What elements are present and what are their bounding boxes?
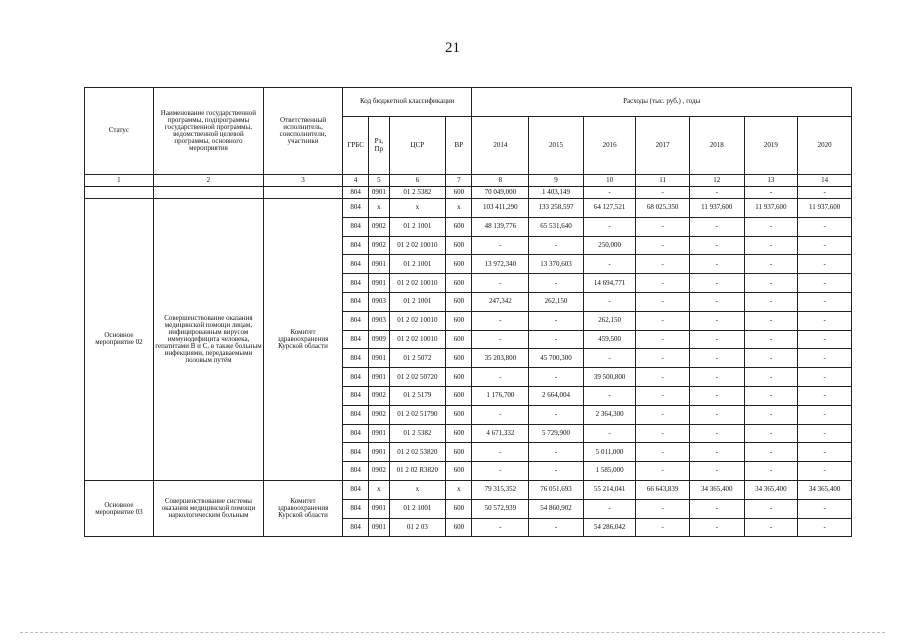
expense-value-cell: - xyxy=(583,187,636,199)
expense-value-cell: - xyxy=(529,330,584,349)
expense-value-cell: - xyxy=(529,311,584,330)
expense-value-cell: - xyxy=(636,349,690,368)
expense-value-cell: - xyxy=(529,274,584,293)
expense-value-cell: - xyxy=(798,443,852,462)
vr-cell: 600 xyxy=(446,424,472,443)
expense-value-cell: - xyxy=(636,330,690,349)
grbs-cell: 804 xyxy=(342,311,368,330)
column-number: 9 xyxy=(529,175,584,187)
expense-value-cell: 11 937,600 xyxy=(744,199,798,218)
expense-value-cell: - xyxy=(744,330,798,349)
expense-value-cell: 1 176,700 xyxy=(472,386,529,405)
expense-value-cell: - xyxy=(798,518,852,537)
expense-value-cell: 13 370,603 xyxy=(529,255,584,274)
grbs-cell: 804 xyxy=(342,217,368,236)
expense-value-cell: - xyxy=(472,443,529,462)
expense-value-cell: - xyxy=(744,443,798,462)
expense-value-cell: - xyxy=(744,518,798,537)
status-cell: Основное мероприятие 03 xyxy=(85,480,154,536)
csr-cell: 01 2 02 10010 xyxy=(389,330,446,349)
grbs-cell: 804 xyxy=(342,518,368,537)
header-year: 2014 xyxy=(472,117,529,175)
vr-cell: 600 xyxy=(446,349,472,368)
rzpr-cell: 0902 xyxy=(369,386,389,405)
expense-value-cell: - xyxy=(636,187,690,199)
expense-value-cell: - xyxy=(798,499,852,518)
expense-value-cell: - xyxy=(798,187,852,199)
expense-value-cell: - xyxy=(744,499,798,518)
expense-value-cell: - xyxy=(689,255,744,274)
expense-value-cell: - xyxy=(636,443,690,462)
grbs-cell: 804 xyxy=(342,405,368,424)
expense-value-cell: - xyxy=(529,462,584,481)
expense-value-cell: 103 411,290 xyxy=(472,199,529,218)
grbs-cell: 804 xyxy=(342,187,368,199)
column-number: 7 xyxy=(446,175,472,187)
vr-cell: 600 xyxy=(446,255,472,274)
vr-cell: 600 xyxy=(446,330,472,349)
expense-value-cell: 5 011,000 xyxy=(583,443,636,462)
expense-value-cell: - xyxy=(636,518,690,537)
expense-value-cell: - xyxy=(472,462,529,481)
expense-value-cell: - xyxy=(798,424,852,443)
column-number: 10 xyxy=(583,175,636,187)
expense-value-cell: 11 937,600 xyxy=(689,199,744,218)
expense-value-cell: 76 051,693 xyxy=(529,480,584,499)
column-number: 5 xyxy=(369,175,389,187)
column-number: 14 xyxy=(798,175,852,187)
expense-value-cell: 133 258,597 xyxy=(529,199,584,218)
expense-value-cell: - xyxy=(744,405,798,424)
column-number: 1 xyxy=(85,175,154,187)
rzpr-cell: 0901 xyxy=(369,518,389,537)
rzpr-cell: 0901 xyxy=(369,499,389,518)
csr-cell: 01 2 1001 xyxy=(389,499,446,518)
csr-cell: 01 2 02 10010 xyxy=(389,236,446,255)
rzpr-cell: 0901 xyxy=(369,274,389,293)
expense-value-cell: - xyxy=(636,368,690,387)
expense-value-cell: - xyxy=(798,236,852,255)
header-expense-group: Расходы (тыс. руб.) , годы xyxy=(472,88,852,117)
expense-value-cell: - xyxy=(689,292,744,311)
expense-value-cell: - xyxy=(583,349,636,368)
csr-cell: 01 2 5382 xyxy=(389,187,446,199)
expense-value-cell: - xyxy=(798,330,852,349)
csr-cell: 01 2 02 10010 xyxy=(389,311,446,330)
header-year: 2018 xyxy=(689,117,744,175)
csr-cell: 01 2 5179 xyxy=(389,386,446,405)
expense-value-cell: - xyxy=(636,462,690,481)
expense-value-cell: 70 049,000 xyxy=(472,187,529,199)
expense-value-cell: 65 531,640 xyxy=(529,217,584,236)
grbs-cell: 804 xyxy=(342,199,368,218)
expense-value-cell: - xyxy=(798,386,852,405)
rzpr-cell: 0902 xyxy=(369,462,389,481)
expense-value-cell: - xyxy=(529,368,584,387)
expense-value-cell: - xyxy=(636,292,690,311)
expense-value-cell: 34 365,400 xyxy=(689,480,744,499)
grbs-cell: 804 xyxy=(342,236,368,255)
header-responsible: Ответственный исполнитель, соисполнители, участники xyxy=(264,88,343,175)
expense-value-cell: - xyxy=(798,349,852,368)
expense-value-cell: 250,000 xyxy=(583,236,636,255)
header-name: Наименование государственной программы, подпрограммы государственной программы, ведомственной целевой программы, основного мероприятия xyxy=(153,88,263,175)
expense-value-cell: - xyxy=(689,311,744,330)
expense-value-cell: - xyxy=(689,462,744,481)
column-number: 11 xyxy=(636,175,690,187)
grbs-cell: 804 xyxy=(342,424,368,443)
expense-value-cell: - xyxy=(689,405,744,424)
header-grbs: ГРБС xyxy=(342,117,368,175)
column-number: 12 xyxy=(689,175,744,187)
expense-value-cell: - xyxy=(472,405,529,424)
expense-value-cell: 247,342 xyxy=(472,292,529,311)
expense-value-cell: - xyxy=(689,499,744,518)
expense-value-cell: 48 139,776 xyxy=(472,217,529,236)
expense-value-cell: 459,500 xyxy=(583,330,636,349)
expense-value-cell: - xyxy=(689,386,744,405)
expense-value-cell: 55 214,041 xyxy=(583,480,636,499)
grbs-cell: 804 xyxy=(342,292,368,311)
csr-cell: 01 2 02 R3820 xyxy=(389,462,446,481)
expense-value-cell: 14 694,771 xyxy=(583,274,636,293)
vr-cell: 600 xyxy=(446,292,472,311)
rzpr-cell: 0909 xyxy=(369,330,389,349)
expense-value-cell: - xyxy=(583,424,636,443)
vr-cell: 600 xyxy=(446,499,472,518)
expense-value-cell: - xyxy=(636,424,690,443)
table-body xyxy=(85,175,852,537)
expense-value-cell: - xyxy=(744,236,798,255)
grbs-cell: 804 xyxy=(342,349,368,368)
expense-value-cell: - xyxy=(798,255,852,274)
csr-cell: 01 2 02 51790 xyxy=(389,405,446,424)
header-year: 2017 xyxy=(636,117,690,175)
name-cell: Совершенствование оказания медицинской помощи лицам, инфицированным вирусом иммунодефицита человека, гепатитами B и C, в также больным инфекциями, передаваемыми половым путём xyxy=(153,199,263,481)
expense-value-cell: - xyxy=(689,349,744,368)
scan-artifact-line xyxy=(20,632,885,634)
csr-cell: 01 2 1001 xyxy=(389,292,446,311)
expense-value-cell: - xyxy=(798,462,852,481)
expense-value-cell: - xyxy=(636,499,690,518)
expense-value-cell: - xyxy=(744,187,798,199)
budget-table xyxy=(84,87,852,537)
expense-value-cell: - xyxy=(689,424,744,443)
header-status: Статус xyxy=(85,88,154,175)
expense-value-cell: - xyxy=(744,386,798,405)
table-row xyxy=(85,480,852,499)
expense-value-cell: 50 572,939 xyxy=(472,499,529,518)
expense-value-cell: - xyxy=(636,255,690,274)
table-row xyxy=(85,199,852,218)
header-csr: ЦСР xyxy=(389,117,446,175)
expense-value-cell: 1 403,149 xyxy=(529,187,584,199)
status-cell: Основное мероприятие 02 xyxy=(85,199,154,481)
expense-value-cell: - xyxy=(744,424,798,443)
rzpr-cell: x xyxy=(369,199,389,218)
expense-value-cell: 68 025,350 xyxy=(636,199,690,218)
expense-value-cell: 13 972,340 xyxy=(472,255,529,274)
column-number: 3 xyxy=(264,175,343,187)
expense-value-cell: - xyxy=(529,443,584,462)
expense-value-cell: - xyxy=(529,405,584,424)
column-number: 8 xyxy=(472,175,529,187)
rzpr-cell: x xyxy=(369,480,389,499)
expense-value-cell: - xyxy=(636,405,690,424)
expense-value-cell: 2 364,300 xyxy=(583,405,636,424)
page-number: 21 xyxy=(445,40,460,56)
expense-value-cell: - xyxy=(583,386,636,405)
vr-cell: 600 xyxy=(446,311,472,330)
expense-value-cell: - xyxy=(689,187,744,199)
expense-value-cell: 262,150 xyxy=(529,292,584,311)
vr-cell: x xyxy=(446,480,472,499)
header-year: 2016 xyxy=(583,117,636,175)
vr-cell: 600 xyxy=(446,236,472,255)
expense-value-cell: - xyxy=(689,330,744,349)
header-rzpr: Рз, Пр xyxy=(369,117,389,175)
header-year: 2015 xyxy=(529,117,584,175)
expense-value-cell: - xyxy=(472,518,529,537)
grbs-cell: 804 xyxy=(342,443,368,462)
expense-value-cell: - xyxy=(744,462,798,481)
vr-cell: 600 xyxy=(446,518,472,537)
expense-value-cell: - xyxy=(744,311,798,330)
expense-value-cell: 2 664,004 xyxy=(529,386,584,405)
expense-value-cell: - xyxy=(529,518,584,537)
expense-value-cell: - xyxy=(636,236,690,255)
grbs-cell: 804 xyxy=(342,386,368,405)
expense-value-cell: - xyxy=(798,274,852,293)
csr-cell: 01 2 02 50720 xyxy=(389,368,446,387)
csr-cell: 01 2 03 xyxy=(389,518,446,537)
header-code-group: Код бюджетной классификации xyxy=(342,88,472,117)
vr-cell: 600 xyxy=(446,368,472,387)
expense-value-cell: - xyxy=(798,292,852,311)
grbs-cell: 804 xyxy=(342,480,368,499)
vr-cell: x xyxy=(446,199,472,218)
expense-value-cell: - xyxy=(798,311,852,330)
rzpr-cell: 0901 xyxy=(369,349,389,368)
expense-value-cell: - xyxy=(744,349,798,368)
expense-value-cell: - xyxy=(636,311,690,330)
csr-cell: 01 2 02 10010 xyxy=(389,274,446,293)
grbs-cell: 804 xyxy=(342,330,368,349)
expense-value-cell: - xyxy=(744,217,798,236)
expense-value-cell: 79 315,352 xyxy=(472,480,529,499)
expense-value-cell: - xyxy=(798,405,852,424)
rzpr-cell: 0902 xyxy=(369,236,389,255)
expense-value-cell: - xyxy=(744,368,798,387)
expense-value-cell: - xyxy=(583,255,636,274)
csr-cell: x xyxy=(389,199,446,218)
expense-value-cell: 5 729,900 xyxy=(529,424,584,443)
expense-value-cell: - xyxy=(744,292,798,311)
expense-value-cell: - xyxy=(689,518,744,537)
rzpr-cell: 0901 xyxy=(369,424,389,443)
expense-value-cell: - xyxy=(529,236,584,255)
expense-value-cell: - xyxy=(689,217,744,236)
csr-cell: 01 2 5382 xyxy=(389,424,446,443)
expense-value-cell: - xyxy=(689,443,744,462)
csr-cell: 01 2 1001 xyxy=(389,217,446,236)
grbs-cell: 804 xyxy=(342,462,368,481)
expense-value-cell: 54 860,902 xyxy=(529,499,584,518)
expense-value-cell: - xyxy=(583,217,636,236)
column-number: 13 xyxy=(744,175,798,187)
rzpr-cell: 0901 xyxy=(369,368,389,387)
expense-value-cell: - xyxy=(583,499,636,518)
expense-value-cell: - xyxy=(689,236,744,255)
rzpr-cell: 0901 xyxy=(369,255,389,274)
expense-value-cell: - xyxy=(689,274,744,293)
responsible-cell: Комитет здравоохранения Курской области xyxy=(264,199,343,481)
expense-value-cell: 262,150 xyxy=(583,311,636,330)
name-cell xyxy=(153,187,263,199)
column-number: 6 xyxy=(389,175,446,187)
header-year: 2019 xyxy=(744,117,798,175)
csr-cell: 01 2 1001 xyxy=(389,255,446,274)
column-number: 2 xyxy=(153,175,263,187)
expense-value-cell: - xyxy=(583,292,636,311)
expense-value-cell: 34 365,400 xyxy=(744,480,798,499)
expense-value-cell: 45 700,300 xyxy=(529,349,584,368)
rzpr-cell: 0901 xyxy=(369,187,389,199)
expense-value-cell: - xyxy=(689,368,744,387)
name-cell: Совершенствование системы оказания медицинской помощи наркологическим больным xyxy=(153,480,263,536)
expense-value-cell: - xyxy=(472,330,529,349)
expense-value-cell: - xyxy=(472,236,529,255)
header-year: 2020 xyxy=(798,117,852,175)
expense-value-cell: 11 937,600 xyxy=(798,199,852,218)
vr-cell: 600 xyxy=(446,386,472,405)
vr-cell: 600 xyxy=(446,217,472,236)
expense-value-cell: 39 500,800 xyxy=(583,368,636,387)
table-row xyxy=(85,187,852,199)
grbs-cell: 804 xyxy=(342,368,368,387)
expense-value-cell: - xyxy=(798,217,852,236)
expense-value-cell: - xyxy=(744,255,798,274)
rzpr-cell: 0903 xyxy=(369,292,389,311)
vr-cell: 600 xyxy=(446,443,472,462)
expense-value-cell: - xyxy=(636,386,690,405)
csr-cell: 01 2 5072 xyxy=(389,349,446,368)
expense-value-cell: - xyxy=(744,274,798,293)
grbs-cell: 804 xyxy=(342,274,368,293)
expense-value-cell: - xyxy=(472,368,529,387)
expense-value-cell: 35 203,800 xyxy=(472,349,529,368)
expense-value-cell: - xyxy=(472,274,529,293)
expense-value-cell: - xyxy=(636,217,690,236)
grbs-cell: 804 xyxy=(342,255,368,274)
expense-value-cell: 1 585,000 xyxy=(583,462,636,481)
vr-cell: 600 xyxy=(446,405,472,424)
vr-cell: 600 xyxy=(446,462,472,481)
rzpr-cell: 0903 xyxy=(369,311,389,330)
vr-cell: 600 xyxy=(446,274,472,293)
rzpr-cell: 0902 xyxy=(369,405,389,424)
status-cell xyxy=(85,187,154,199)
expense-value-cell: 64 127,521 xyxy=(583,199,636,218)
rzpr-cell: 0902 xyxy=(369,217,389,236)
expense-value-cell: - xyxy=(798,368,852,387)
expense-value-cell: 66 643,839 xyxy=(636,480,690,499)
vr-cell: 600 xyxy=(446,187,472,199)
grbs-cell: 804 xyxy=(342,499,368,518)
expense-value-cell: - xyxy=(472,311,529,330)
expense-value-cell: 4 671,332 xyxy=(472,424,529,443)
rzpr-cell: 0901 xyxy=(369,443,389,462)
expense-value-cell: - xyxy=(636,274,690,293)
responsible-cell: Комитет здравоохранения Курской области xyxy=(264,480,343,536)
column-number: 4 xyxy=(342,175,368,187)
csr-cell: 01 2 02 53820 xyxy=(389,443,446,462)
expense-value-cell: 34 365,400 xyxy=(798,480,852,499)
responsible-cell xyxy=(264,187,343,199)
column-numbers-row xyxy=(85,175,852,187)
expense-value-cell: 54 286,042 xyxy=(583,518,636,537)
csr-cell: x xyxy=(389,480,446,499)
header-vr: ВР xyxy=(446,117,472,175)
